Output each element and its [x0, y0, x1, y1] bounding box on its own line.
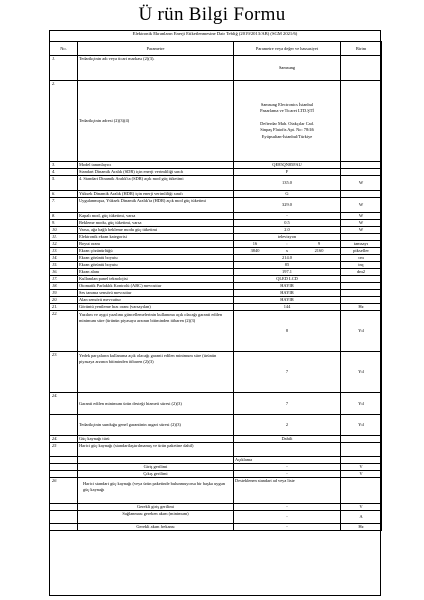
row-number: 5.	[50, 176, 78, 191]
row-unit: W	[341, 227, 382, 234]
row-unit: Yıl	[341, 393, 382, 415]
table-row	[50, 436, 382, 443]
table-body	[50, 56, 382, 531]
row-number: 8.	[50, 213, 78, 220]
row-number: 10.	[50, 227, 78, 234]
row-unit	[341, 443, 382, 457]
table-row	[50, 241, 382, 248]
row-value: televizyon	[234, 234, 341, 241]
split-value-part: :	[286, 241, 288, 247]
row-unit: V	[341, 471, 382, 478]
row-parameter: Tedarikçinin adresi (2)(3)(4)	[78, 81, 234, 162]
table-row	[50, 304, 382, 311]
header-unit: Birim	[341, 42, 382, 56]
row-parameter: Ekran çözünürlüğü	[78, 248, 234, 255]
row-parameter: Ses tanıma sensörü mevcuttur	[78, 290, 234, 297]
row-parameter: Harici standart güç kaynağı (veya ürün paketinde bulunmuyorsa bir başka uygun güç kaynağı	[78, 478, 234, 504]
row-number: 14.	[50, 255, 78, 262]
row-number: 25	[50, 443, 78, 457]
spec-table	[49, 41, 382, 531]
row-value: Samsung	[234, 56, 341, 81]
row-number: 23.	[50, 352, 78, 393]
table-row	[50, 471, 382, 478]
row-number: 4.	[50, 169, 78, 176]
row-parameter: Uygulanmışsa, Yüksek Dinamik Aralık'ta (HDR) açık mod güç tüketimi	[78, 198, 234, 213]
row-value: 8	[234, 311, 341, 352]
row-unit	[341, 81, 382, 162]
row-number: 24.	[50, 393, 78, 415]
table-row	[50, 81, 382, 162]
row-parameter: Standart Dinamik Aralık (SDR) için enerji verimliliği sınıfı	[78, 169, 234, 176]
address-line: Samsung Electronics İstanbul	[260, 102, 314, 108]
split-value	[235, 241, 339, 247]
sub-label: Çıkış gerilimi	[78, 471, 234, 478]
row-unit: V	[341, 504, 382, 511]
row-number: 24.	[50, 436, 78, 443]
row-unit: W	[341, 213, 382, 220]
row-parameter: Kullanılan panel teknolojisi	[78, 276, 234, 283]
row-unit: W	[341, 198, 382, 213]
row-number: 15.	[50, 262, 78, 269]
table-row	[50, 213, 382, 220]
row-parameter: Otomatik Parlaklık Kontrolü (ABC) mevcuttur	[78, 283, 234, 290]
table-row	[50, 191, 382, 198]
sub-label: Sağlanması gereken akım (minimum)	[78, 511, 234, 524]
table-row	[50, 443, 382, 457]
table-row	[50, 478, 382, 504]
row-number: 17.	[50, 276, 78, 283]
header-no: No.	[50, 42, 78, 56]
row-unit	[341, 478, 382, 504]
row-value: Dahili	[234, 436, 341, 443]
row-parameter: Ekran görüntü boyutu	[78, 255, 234, 262]
row-number: 2.	[50, 81, 78, 162]
table-row	[50, 524, 382, 531]
row-number: 22.	[50, 311, 78, 352]
row-unit	[341, 283, 382, 290]
split-value-part: 16	[252, 241, 258, 247]
table-header-row	[50, 42, 382, 56]
row-number	[50, 471, 78, 478]
table-row	[50, 169, 382, 176]
row-parameter: Ekran alanı	[78, 269, 234, 276]
header-parameter: Parametre	[78, 42, 234, 56]
table-row	[50, 162, 382, 169]
row-number	[50, 457, 78, 464]
regulation-caption: Elektronik Ekranların Enerji Etiketlenmesine Dair Tebliğ (2019/2013/AB) (SGM 2021/6)	[132, 31, 298, 36]
row-value: -	[234, 213, 341, 220]
row-parameter: Bekleme modu, güç tüketimi, varsa	[78, 220, 234, 227]
row-parameter: Yedek parçaların kullanıma açık olacağı garanti edilen minimum süre (ürünün piyasaya arzının bitiminden itibaren (2)(3)	[78, 352, 234, 393]
table-row	[50, 176, 382, 191]
table-row	[50, 248, 382, 255]
table-row	[50, 220, 382, 227]
row-parameter: Yazılım ve aygıt yazılımı güncellemelerinin kullanıma açık olacağı garanti edilen minimum süre (ürünün piyasaya arzının bitiminden itibaren (2)(3)	[78, 311, 234, 352]
row-parameter: Model tanımlayıcı	[78, 162, 234, 169]
row-number: 12.	[50, 241, 78, 248]
row-number	[50, 504, 78, 511]
table-row	[50, 269, 382, 276]
table-row	[50, 457, 382, 464]
row-unit	[341, 457, 382, 464]
table-row	[50, 198, 382, 213]
row-value: F	[234, 169, 341, 176]
row-unit: inç	[341, 262, 382, 269]
table-row	[50, 255, 382, 262]
address-line: Pazarlama ve Ticaret LTD.ŞTİ	[260, 108, 314, 114]
row-number	[50, 415, 78, 436]
row-value: HAYIR	[234, 297, 341, 304]
row-unit: tamsayı	[341, 241, 382, 248]
row-unit	[341, 276, 382, 283]
row-parameter: Varsa, ağa bağlı bekleme modu güç tüketimi	[78, 227, 234, 234]
table-row	[50, 393, 382, 415]
row-unit	[341, 297, 382, 304]
row-value: QLED LCD	[234, 276, 341, 283]
row-number: 7.	[50, 198, 78, 213]
row-number: 13.	[50, 248, 78, 255]
row-number: 16.	[50, 269, 78, 276]
row-unit: V	[341, 464, 382, 471]
row-parameter: Tedarikçinin sunduğu genel garantinin asgari süresi (2)(3)	[78, 415, 234, 436]
row-value	[234, 241, 341, 248]
split-value	[235, 248, 339, 254]
row-parameter: Alan sensörü mevcuttur	[78, 297, 234, 304]
split-value-part: x	[285, 248, 289, 254]
row-parameter: 4. Standart Dinamik Aralık'ta (SDR) açık mod güç tüketimi	[78, 176, 234, 191]
row-number: 1.	[50, 56, 78, 81]
table-row	[50, 415, 382, 436]
row-unit	[341, 56, 382, 81]
row-value: -	[234, 504, 341, 511]
row-value: 197.1	[234, 269, 341, 276]
row-value: HAYIR	[234, 290, 341, 297]
row-number	[50, 511, 78, 524]
row-number: 18.	[50, 283, 78, 290]
row-value: 329.0	[234, 198, 341, 213]
sub-label: Gerekli akım frekansı	[78, 524, 234, 531]
row-value: 7	[234, 352, 341, 393]
row-value: -	[234, 511, 341, 524]
page-title: Ü rün Bilgi Formu	[138, 4, 286, 25]
row-parameter: Boyut oranı	[78, 241, 234, 248]
row-unit: cm	[341, 255, 382, 262]
row-number: 9.	[50, 220, 78, 227]
row-unit: Yıl	[341, 415, 382, 436]
row-number: 26	[50, 478, 78, 504]
row-value: 2.0	[234, 227, 341, 234]
row-unit: Hz	[341, 524, 382, 531]
row-value	[234, 81, 341, 162]
row-unit	[341, 290, 382, 297]
row-number	[50, 524, 78, 531]
row-number: 21.	[50, 304, 78, 311]
table-row	[50, 297, 382, 304]
row-value: 135.0	[234, 176, 341, 191]
table-row	[50, 234, 382, 241]
row-value: 85	[234, 262, 341, 269]
row-number: 20.	[50, 297, 78, 304]
split-value-part: 3840	[250, 248, 260, 254]
row-value: HAYIR	[234, 283, 341, 290]
row-parameter: Tedarikçinin adı veya ticari markası (2)(3).	[78, 56, 234, 81]
table-row	[50, 504, 382, 511]
table-row	[50, 283, 382, 290]
row-parameter: Güç kaynağı türü	[78, 436, 234, 443]
row-number: 11.	[50, 234, 78, 241]
row-unit: W	[341, 176, 382, 191]
table-row	[50, 464, 382, 471]
row-parameter: Kapalı mod, güç tüketimi, varsa	[78, 213, 234, 220]
split-value-part: 9	[317, 241, 321, 247]
table-row	[50, 56, 382, 81]
table-row	[50, 352, 382, 393]
table-row	[50, 511, 382, 524]
row-value	[234, 248, 341, 255]
row-parameter: Ekran görüntü boyutu	[78, 262, 234, 269]
row-value: 214.0	[234, 255, 341, 262]
row-unit: Yıl	[341, 352, 382, 393]
row-parameter: Garanti edilen minimum ürün desteği hizmeti süresi (2)(3)	[78, 393, 234, 415]
row-parameter	[78, 457, 234, 464]
row-number	[50, 464, 78, 471]
row-unit	[341, 234, 382, 241]
table-row	[50, 290, 382, 297]
row-number: 19.	[50, 290, 78, 297]
row-value: -	[234, 464, 341, 471]
address-line: Eyüpsultan-İstanbul/Türkiye	[261, 133, 313, 139]
sub-label: Gerekli giriş gerilimi	[78, 504, 234, 511]
row-value: -	[234, 471, 341, 478]
row-note: Açıklama	[234, 457, 341, 464]
row-unit	[341, 162, 382, 169]
row-unit: A	[341, 511, 382, 524]
row-unit	[341, 191, 382, 198]
table-row	[50, 262, 382, 269]
row-parameter: Elektronik ekran kategorisi	[78, 234, 234, 241]
address-line: Defterdar Mah. Otakçılar Cad.	[260, 120, 314, 126]
table-row	[50, 276, 382, 283]
header-value: Parametre veya değer ve hassasiyet	[234, 42, 341, 56]
row-parameter: Harici güç kaynağı (standartlaştırılmamış ve ürün paketine dahil)	[78, 443, 234, 457]
table-row	[50, 227, 382, 234]
table-row	[50, 311, 382, 352]
row-value: 2	[234, 415, 341, 436]
row-unit: dm2	[341, 269, 382, 276]
address-line: Sinpaş Flatofis Apt. No: 78/46	[260, 127, 314, 133]
row-value: QE85QN85FAU	[234, 162, 341, 169]
row-unit: pikseller	[341, 248, 382, 255]
sub-label: Giriş gerilimi	[78, 464, 234, 471]
row-unit	[341, 169, 382, 176]
row-parameter: Yüksek Dinamik Aralık (HDR) için enerji verimliliği sınıfı	[78, 191, 234, 198]
row-number: 6.	[50, 191, 78, 198]
row-note: Desteklenen standart ad veya liste	[234, 478, 341, 504]
split-value-part: 2160	[314, 248, 324, 254]
row-value: 7	[234, 393, 341, 415]
row-value: 144	[234, 304, 341, 311]
row-value: 0.5	[234, 220, 341, 227]
row-unit: Hz	[341, 304, 382, 311]
row-number: 3.	[50, 162, 78, 169]
row-value	[234, 443, 341, 457]
row-value: -	[234, 524, 341, 531]
row-parameter: Görüntü yenileme hızı oranı (varsayılan)	[78, 304, 234, 311]
row-unit	[341, 436, 382, 443]
row-unit: Yıl	[341, 311, 382, 352]
row-value: G	[234, 191, 341, 198]
row-unit: W	[341, 220, 382, 227]
